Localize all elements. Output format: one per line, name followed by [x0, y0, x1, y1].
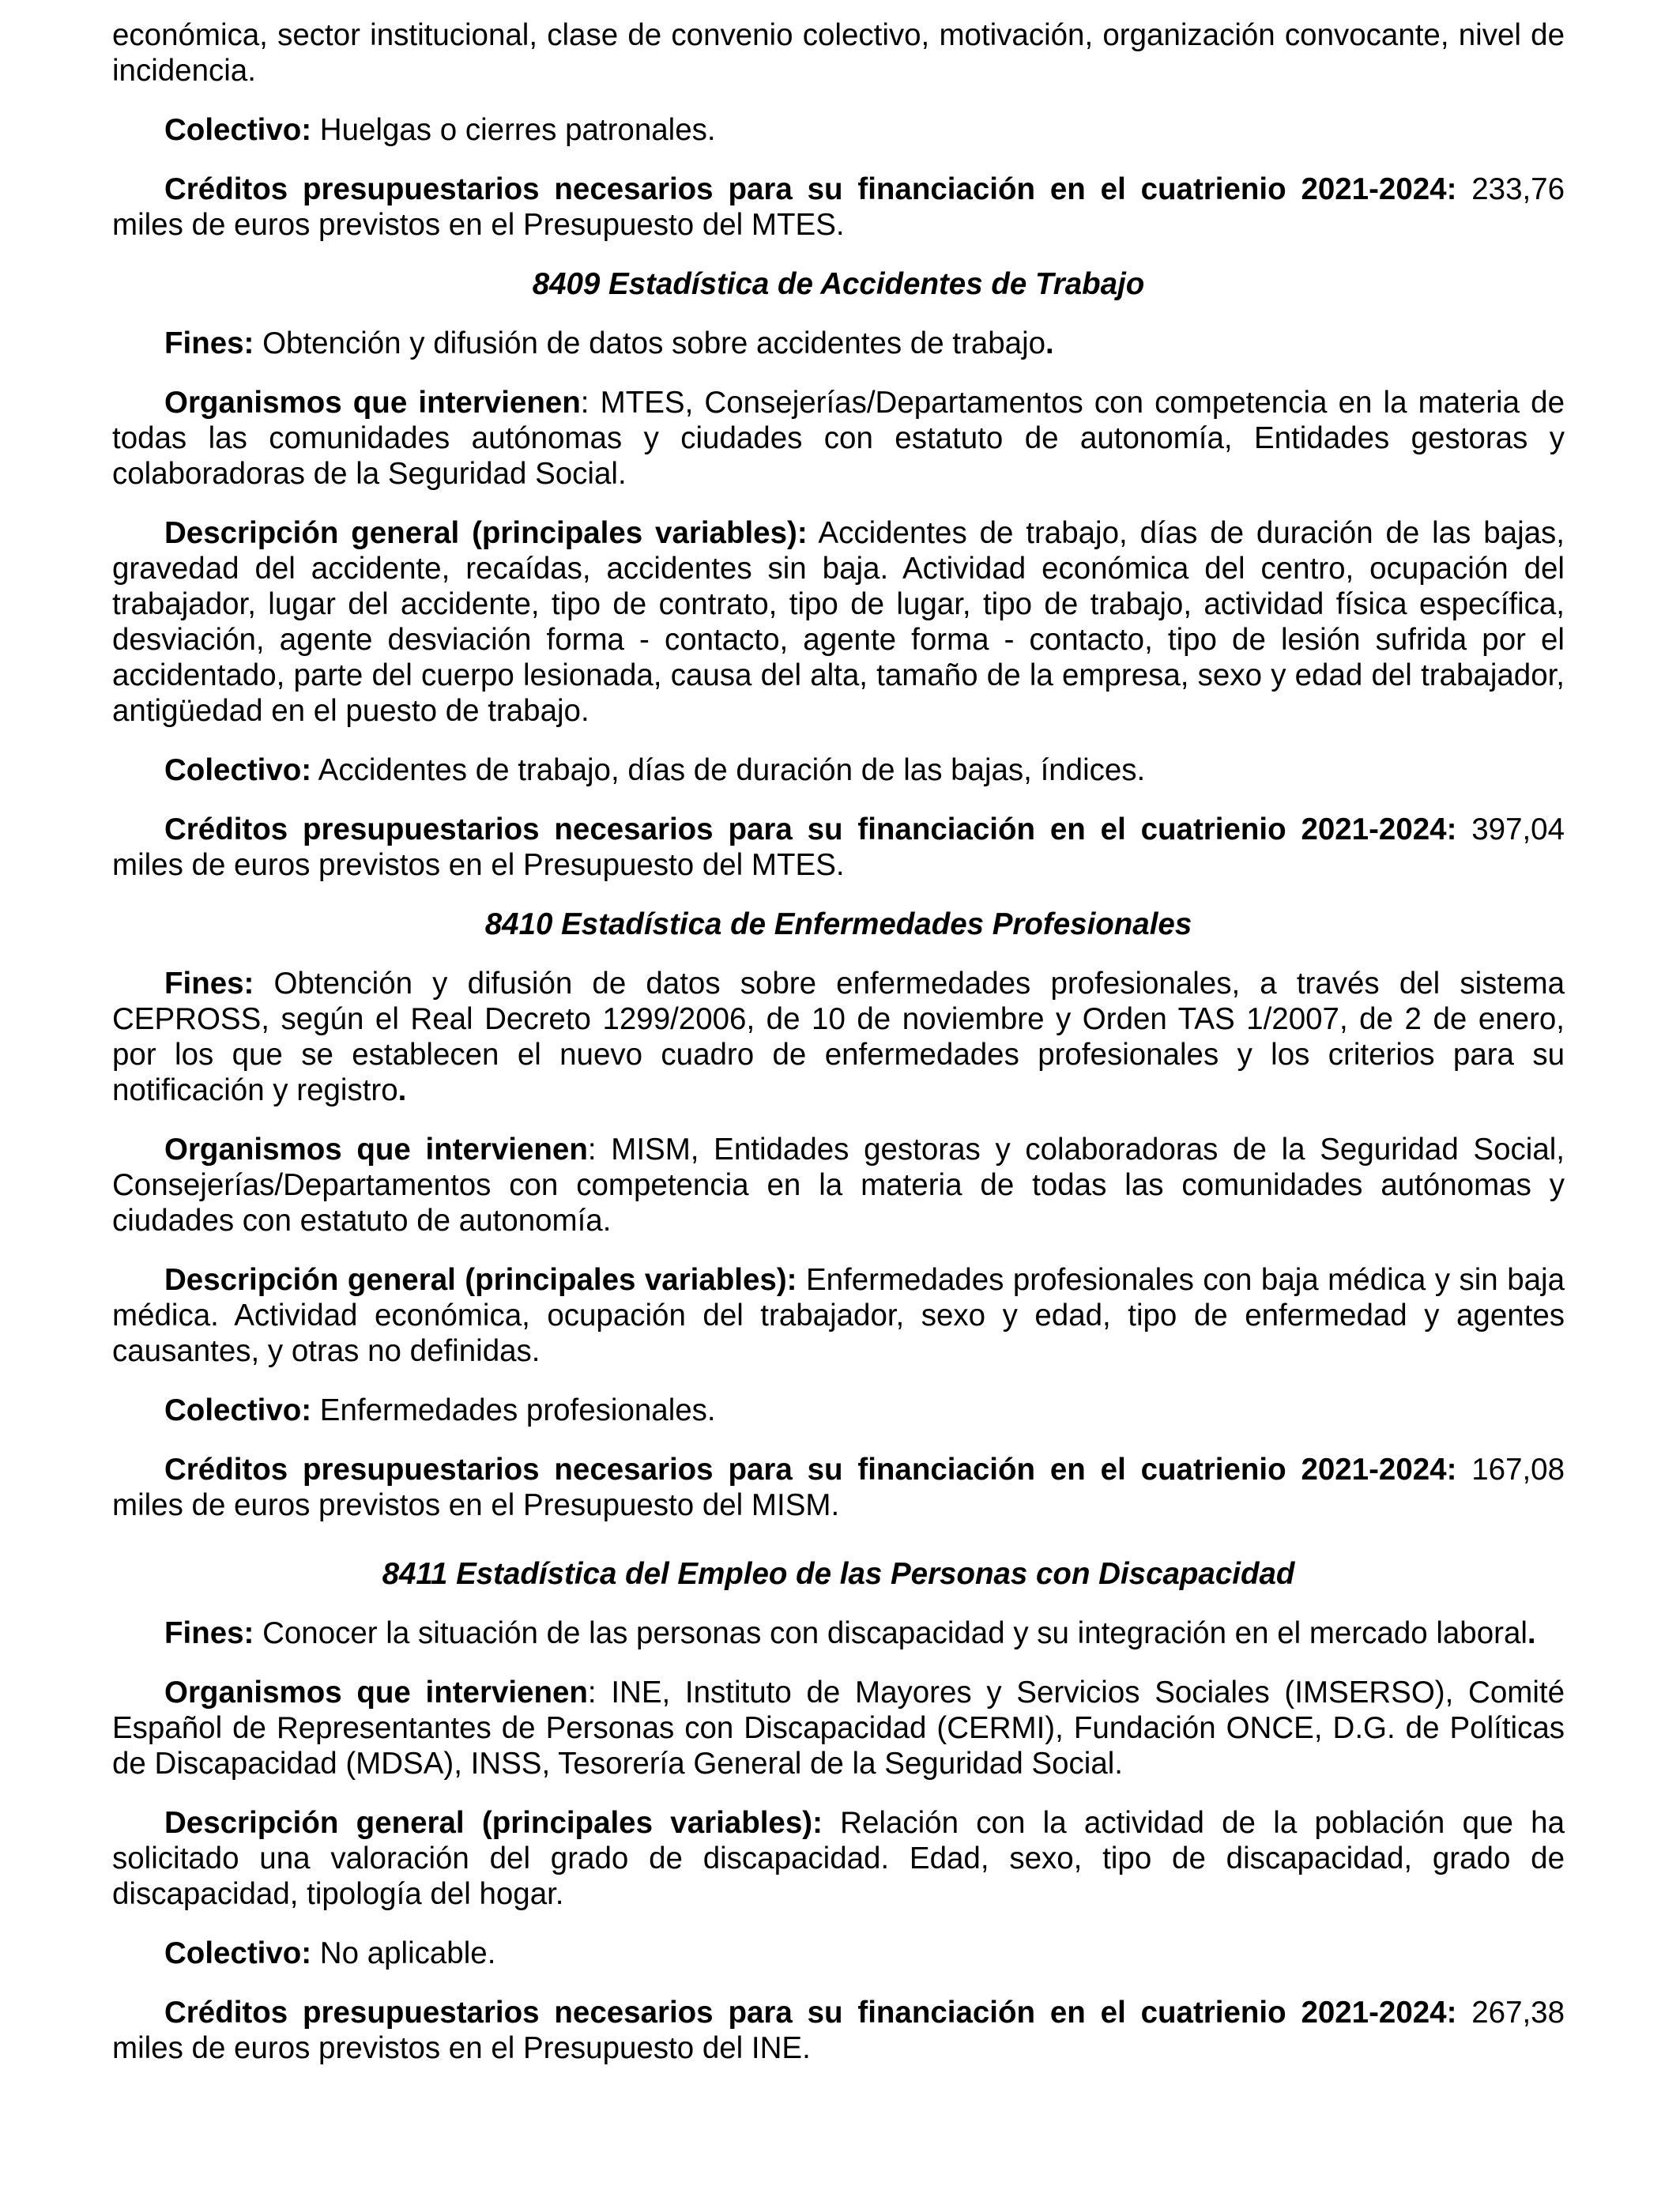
colectivo-text: Huelgas o cierres patronales.	[311, 113, 716, 147]
creditos-paragraph	[112, 812, 1565, 883]
fines-text: Obtención y difusión de datos sobre enfermedades profesionales, a través del sistema CEPROSS, según el Real Decreto 1299/2006, de 10 de noviembre y Orden TAS 1/2007, de 2 de enero, por los que se establecen el nuevo cuadro de enfermedades profesionales y los criterios para su notificación y registro	[112, 967, 1565, 1107]
organismos-label: Organismos que intervienen	[164, 386, 581, 420]
fines-paragraph	[112, 1615, 1565, 1651]
descripcion-text: Enfermedades profesionales con baja médica y sin baja médica. Actividad económica, ocupación del trabajador, sexo y edad, tipo de enfermedad y agentes causantes, y otras no definidas.	[112, 1263, 1565, 1368]
section-title: 8410 Estadística de Enfermedades Profesionales	[484, 907, 1192, 941]
creditos-text: 397,04 miles de euros previstos en el Presupuesto del MTES.	[112, 812, 1565, 882]
intro-colectivo	[112, 112, 1565, 148]
fines-paragraph	[112, 966, 1565, 1108]
organismos-paragraph	[112, 1675, 1565, 1781]
fines-paragraph	[112, 326, 1565, 361]
creditos-label: Créditos presupuestarios necesarios para su financiación en el cuatrienio 2021-2024:	[164, 172, 1457, 206]
organismos-label: Organismos que intervienen	[164, 1133, 588, 1167]
creditos-text: 167,08 miles de euros previstos en el Presupuesto del MISM.	[112, 1453, 1565, 1522]
organismos-paragraph	[112, 385, 1565, 492]
descripcion-paragraph	[112, 515, 1565, 729]
fines-label: Fines:	[164, 967, 254, 1001]
section-8410	[112, 907, 1565, 1523]
fines-label: Fines:	[164, 326, 254, 360]
section-8409	[112, 266, 1565, 883]
creditos-label: Créditos presupuestarios necesarios para su financiación en el cuatrienio 2021-2024:	[164, 1453, 1457, 1487]
descripcion-label: Descripción general (principales variables):	[164, 516, 808, 550]
colectivo-paragraph	[112, 1393, 1565, 1428]
colectivo-paragraph	[112, 752, 1565, 788]
creditos-label: Créditos presupuestarios necesarios para su financiación en el cuatrienio 2021-2024:	[164, 812, 1457, 846]
colectivo-label: Colectivo:	[164, 1393, 312, 1427]
creditos-text: 267,38 miles de euros previstos en el Presupuesto del INE.	[112, 1996, 1565, 2065]
creditos-text: 233,76 miles de euros previstos en el Presupuesto del MTES.	[112, 172, 1565, 242]
organismos-label: Organismos que intervienen	[164, 1676, 588, 1710]
fines-text: Conocer la situación de las personas con discapacidad y su integración en el mercado laboral	[254, 1616, 1527, 1650]
fines-end: .	[1527, 1616, 1536, 1650]
organismos-text: : INE, Instituto de Mayores y Servicios Sociales (IMSERSO), Comité Español de Representantes de Personas con Discapacidad (CERMI), Fundación ONCE, D.G. de Políticas de Discapacidad (MDSA), INSS, Tesorería General de la Seguridad Social.	[112, 1676, 1565, 1781]
colectivo-label: Colectivo:	[164, 1936, 312, 1970]
colectivo-text: No aplicable.	[311, 1936, 496, 1970]
intro-continuation: económica, sector institucional, clase de convenio colectivo, motivación, organización convocante, nivel de incidencia.	[112, 18, 1565, 88]
colectivo-text: Enfermedades profesionales.	[311, 1393, 716, 1427]
fines-end: .	[1045, 326, 1054, 360]
descripcion-paragraph	[112, 1805, 1565, 1912]
organismos-text: : MTES, Consejerías/Departamentos con competencia en la materia de todas las comunidades autónomas y ciudades con estatuto de autonomía, Entidades gestoras y colaboradoras de la Seguridad Social.	[112, 386, 1565, 491]
descripcion-paragraph	[112, 1262, 1565, 1369]
fines-label: Fines:	[164, 1616, 254, 1650]
creditos-paragraph	[112, 1452, 1565, 1523]
section-title: 8411 Estadística del Empleo de las Personas con Discapacidad	[382, 1557, 1295, 1591]
descripcion-label: Descripción general (principales variables):	[164, 1806, 823, 1840]
creditos-paragraph	[112, 1995, 1565, 2066]
section-8411	[112, 1556, 1565, 2066]
intro-creditos	[112, 172, 1565, 243]
organismos-text: : MISM, Entidades gestoras y colaboradoras de la Seguridad Social, Consejerías/Departamentos con competencia en la materia de todas las comunidades autónomas y ciudades con estatuto de autonomía.	[112, 1133, 1565, 1238]
descripcion-text: Accidentes de trabajo, días de duración de las bajas, gravedad del accidente, recaídas, accidentes sin baja. Actividad económica del centro, ocupación del trabajador, lugar del accidente, tipo de contrato, tipo de lugar, tipo de trabajo, actividad física específica, desviación, agente desviación forma - contacto, agente forma - contacto, tipo de lesión sufrida por el accidentado, parte del cuerpo lesionada, causa del alta, tamaño de la empresa, sexo y edad del trabajador, antigüedad en el puesto de trabajo.	[112, 516, 1565, 728]
descripcion-label: Descripción general (principales variables):	[164, 1263, 797, 1297]
fines-end: .	[397, 1073, 407, 1107]
descripcion-text: Relación con la actividad de la población que ha solicitado una valoración del grado de discapacidad. Edad, sexo, tipo de discapacidad, grado de discapacidad, tipología del hogar.	[112, 1806, 1565, 1911]
organismos-paragraph	[112, 1132, 1565, 1238]
colectivo-paragraph	[112, 1936, 1565, 1971]
fines-text: Obtención y difusión de datos sobre accidentes de trabajo	[254, 326, 1046, 360]
colectivo-label: Colectivo:	[164, 113, 312, 147]
colectivo-label: Colectivo:	[164, 753, 312, 787]
creditos-label: Créditos presupuestarios necesarios para su financiación en el cuatrienio 2021-2024:	[164, 1996, 1457, 2030]
section-title: 8409 Estadística de Accidentes de Trabajo	[532, 267, 1145, 301]
colectivo-text: Accidentes de trabajo, días de duración de las bajas, índices.	[311, 753, 1146, 787]
document-page	[112, 17, 1565, 2090]
